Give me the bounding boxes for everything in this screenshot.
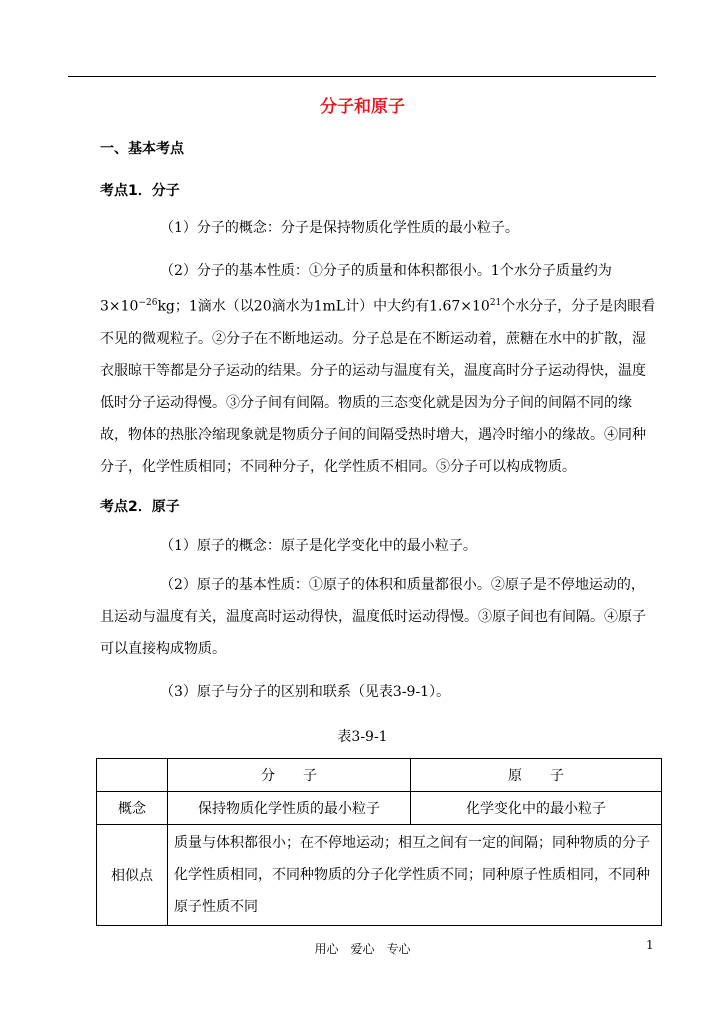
point2-paragraph-3: [100, 676, 656, 708]
point2-p2-text: （2）原子的基本性质：①原子的体积和质量都很小。②原子是不停地运动的，且运动与温度有关，温度高时运动得快，温度低时运动得慢。③原子间也有间隔。④原子可以直接构成物质。: [100, 577, 646, 657]
table-row: [97, 792, 662, 825]
point1-paragraph-2: [100, 255, 656, 483]
table-header-molecule: 分 子: [168, 759, 411, 792]
header-rule: [68, 76, 656, 77]
point2-heading: 考点2．原子: [100, 499, 180, 515]
point1-heading: 考点1．分子: [100, 183, 180, 199]
p2-text-c: 个水分子，分子是肉眼看不见的微观粒子。②分子在不断地运动。分子总是在不断运动着，蔗糖在水中的扩散，湿衣服晾干等都是分子运动的结果。分子的运动与温度有关，温度高时分子运动得快，温度低时分子运动得慢。③分子间有间隔。物质的三态变化就是因为分子间的间隔不同的缘故，物体的热胀冷缩现象就是物质分子间的间隔受热时增大，遇冷时缩小的缘故。④同种分子，化学性质相同；不同种分子，化学性质不相同。⑤分子可以构成物质。: [100, 298, 656, 475]
point2-p3-text: （3）原子与分子的区别和联系（见表3-9-1）。: [160, 684, 451, 700]
comparison-table: [96, 758, 662, 926]
table-header-row: [97, 759, 662, 792]
row-label-concept: 概念: [97, 792, 168, 825]
section-heading: 一、基本考点: [100, 141, 184, 157]
concept-atom-cell: 化学变化中的最小粒子: [411, 792, 662, 825]
table-row: [97, 825, 662, 926]
point1-p1-text: （1）分子的概念：分子是保持物质化学性质的最小粒子。: [160, 220, 519, 236]
point2-paragraph-1: [100, 530, 656, 562]
table-header-atom: 原 子: [411, 759, 662, 792]
concept-molecule-cell: 保持物质化学性质的最小粒子: [168, 792, 411, 825]
p2-text-a: （2）分子的基本性质：①分子的质量和体积都很小。1个水分子质量约为3×10: [100, 263, 612, 315]
row-label-similar: 相似点: [97, 825, 168, 926]
point1-paragraph-1: [100, 212, 656, 244]
point2-p1-text: （1）原子的概念：原子是化学变化中的最小粒子。: [160, 538, 477, 554]
point2-paragraph-2: [100, 569, 656, 665]
table-header-cell-empty: [97, 759, 168, 792]
exponent-2: 21: [489, 298, 502, 308]
exponent-1: −26: [138, 298, 158, 308]
page-title: 分子和原子: [320, 97, 405, 117]
table-caption: 表3-9-1: [337, 729, 388, 745]
page-footer: 用心 爱心 专心: [314, 942, 411, 956]
p2-text-b: kg；1滴水（以20滴水为1mL计）中大约有1.67×10: [157, 298, 490, 315]
page-number: 1: [646, 938, 654, 952]
similar-points-cell: 质量与体积都很小；在不停地运动；相互之间有一定的间隔；同种物质的分子化学性质相同，不同种物质的分子化学性质不同；同种原子性质相同，不同种原子性质不同: [168, 825, 662, 926]
